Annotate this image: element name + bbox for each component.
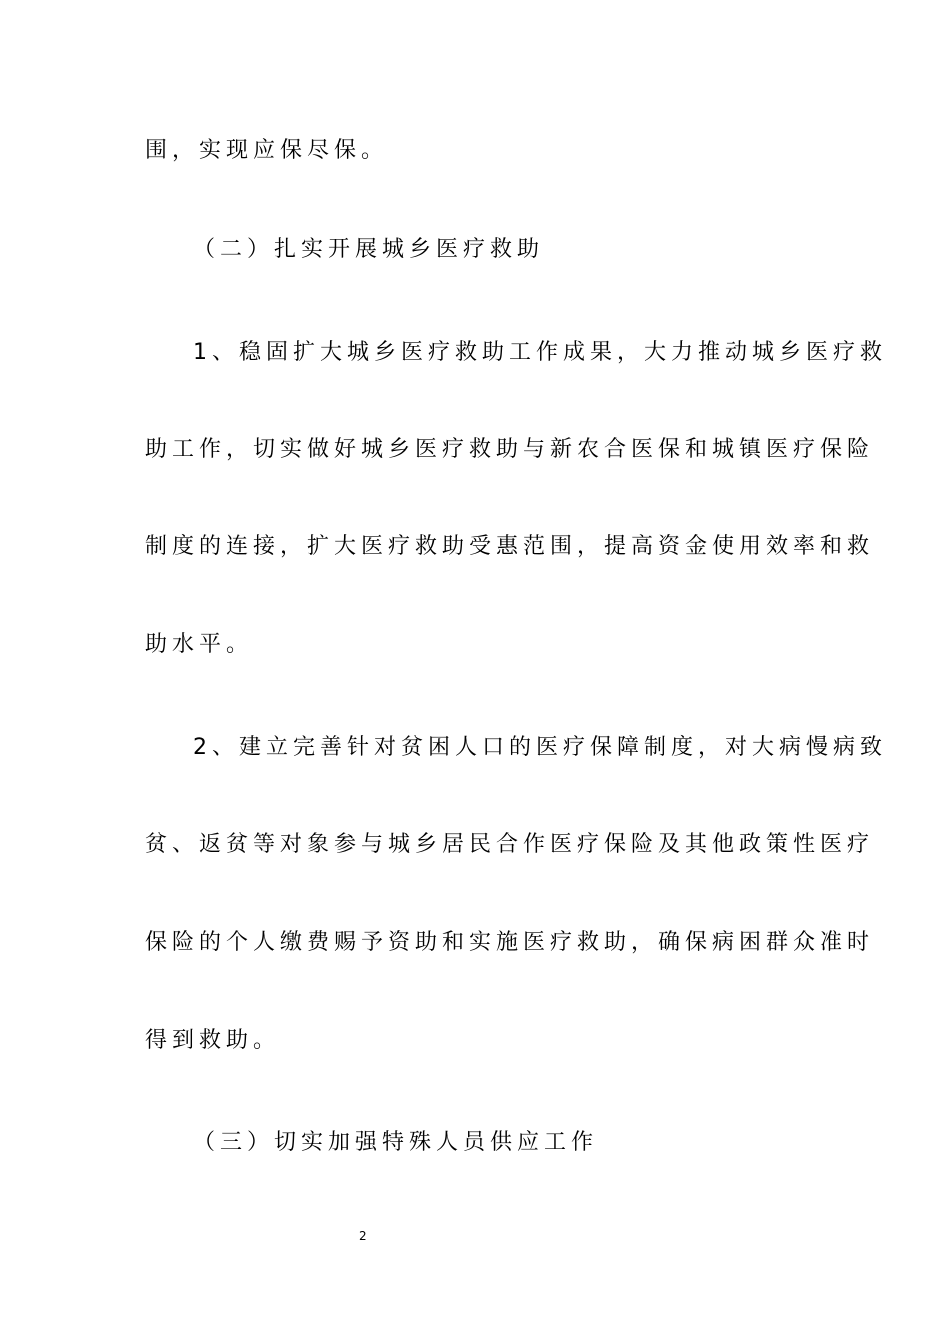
paragraph-line: 制度的连接，扩大医疗救助受惠范围，提高资金使用效率和救	[145, 534, 875, 559]
paragraph-line: 贫、返贫等对象参与城乡居民合作医疗保险及其他政策性医疗	[145, 832, 875, 857]
paragraph-line: 得到救助。	[145, 1028, 281, 1053]
paragraph-line: 围，实现应保尽保。	[145, 138, 389, 163]
paragraph-line: 保险的个人缴费赐予资助和实施医疗救助，确保病困群众准时	[145, 930, 875, 955]
paragraph-line: 助工作，切实做好城乡医疗救助与新农合医保和城镇医疗保险	[145, 437, 875, 462]
page-number: 2	[359, 1229, 367, 1243]
section-heading: （三）切实加强特殊人员供应工作	[193, 1130, 599, 1155]
section-heading: （二）扎实开展城乡医疗救助	[193, 237, 545, 262]
paragraph-line: 1、稳固扩大城乡医疗救助工作成果，大力推动城乡医疗救	[193, 340, 887, 365]
paragraph-line: 助水平。	[145, 632, 254, 657]
paragraph-line: 2、建立完善针对贫困人口的医疗保障制度，对大病慢病致	[193, 735, 887, 760]
